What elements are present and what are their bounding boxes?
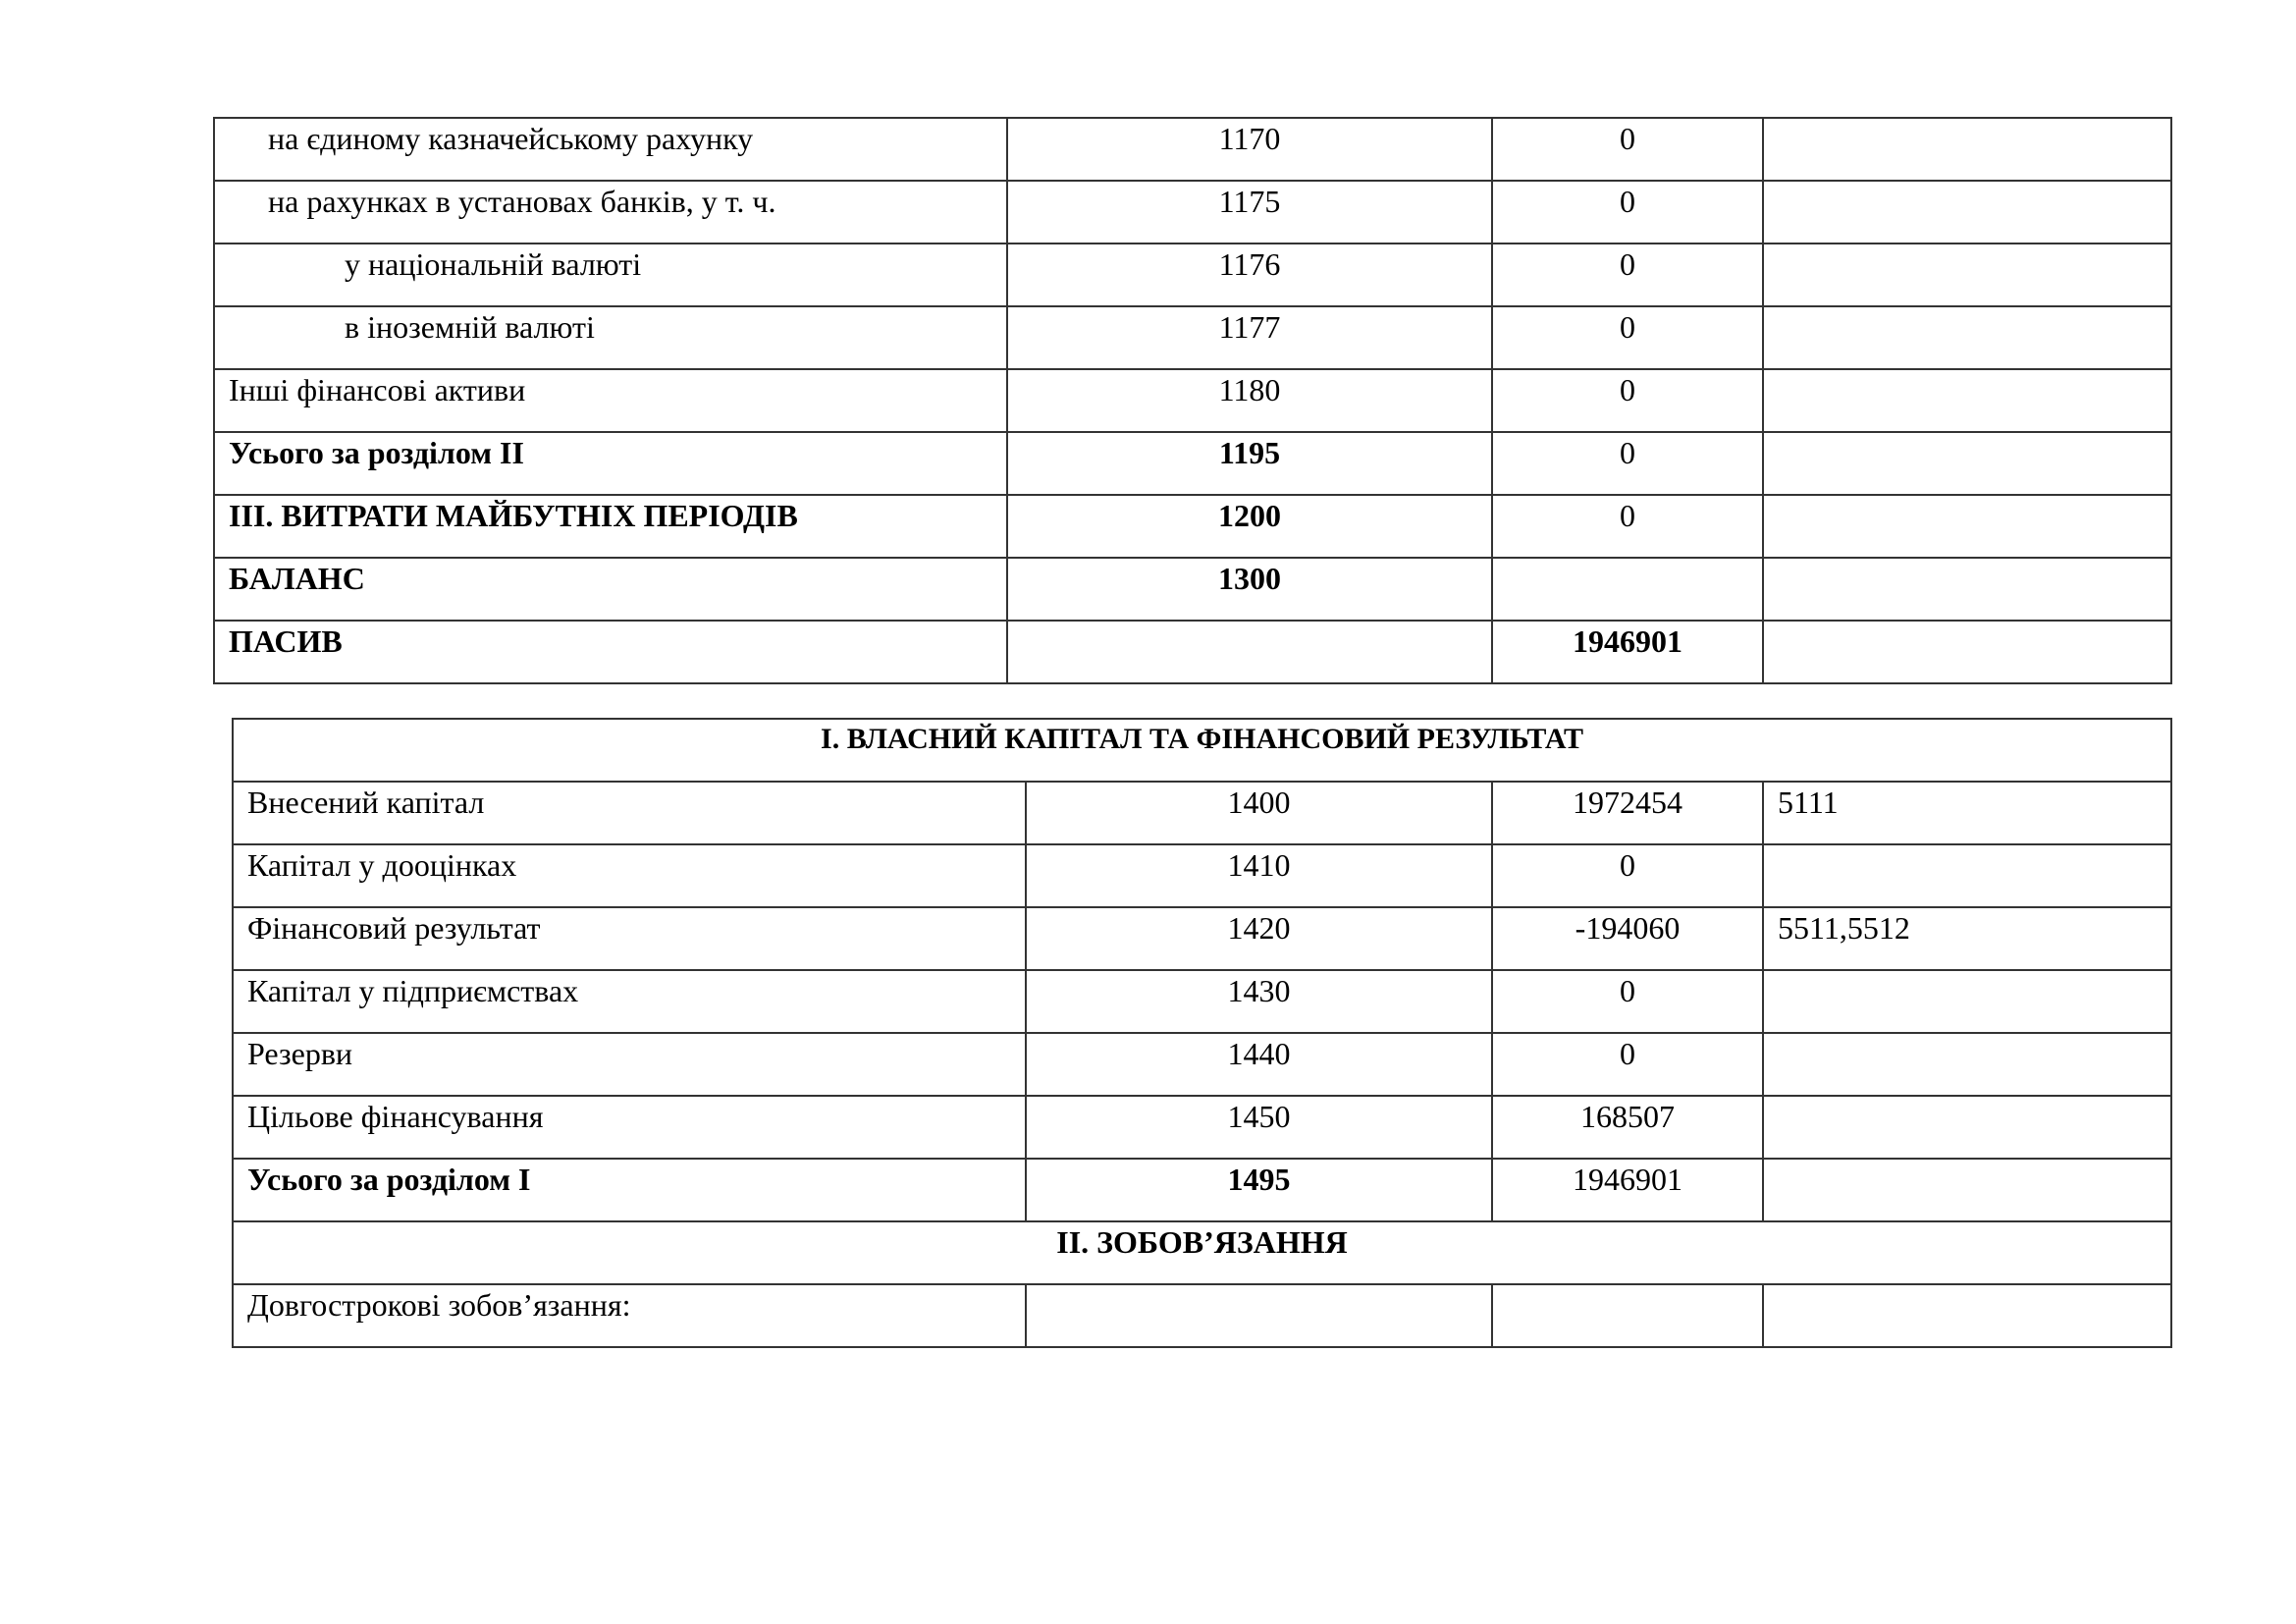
table-row xyxy=(233,970,2171,1033)
row-label: ПАСИВ xyxy=(214,621,1007,683)
row-note xyxy=(1763,1096,2171,1159)
row-value: 0 xyxy=(1492,1033,1763,1096)
table-row xyxy=(233,1284,2171,1347)
row-label: Довгострокові зобов’язання: xyxy=(233,1284,1026,1347)
row-code: 1410 xyxy=(1026,844,1492,907)
row-value: 1972454 xyxy=(1492,782,1763,844)
row-code: 1440 xyxy=(1026,1033,1492,1096)
row-note xyxy=(1763,1033,2171,1096)
row-code: 1177 xyxy=(1007,306,1492,369)
row-note xyxy=(1763,118,2171,181)
row-label: на єдиному казначейському рахунку xyxy=(214,118,1007,181)
table-row xyxy=(233,907,2171,970)
row-note xyxy=(1763,369,2171,432)
row-label: у національній валюті xyxy=(214,244,1007,306)
row-label: на рахунках в установах банків, у т. ч. xyxy=(214,181,1007,244)
row-label: Капітал у дооцінках xyxy=(233,844,1026,907)
table-row xyxy=(233,1096,2171,1159)
balance-table-upper xyxy=(213,117,2172,684)
row-note: 5511,5512 xyxy=(1763,907,2171,970)
row-code: 1430 xyxy=(1026,970,1492,1033)
row-code: 1180 xyxy=(1007,369,1492,432)
table-row xyxy=(214,181,2171,244)
row-code: 1170 xyxy=(1007,118,1492,181)
row-code xyxy=(1026,1284,1492,1347)
table-row xyxy=(233,844,2171,907)
row-value: 0 xyxy=(1492,306,1763,369)
row-value: 0 xyxy=(1492,244,1763,306)
row-note xyxy=(1763,244,2171,306)
row-note: 5111 xyxy=(1763,782,2171,844)
table-row xyxy=(214,306,2171,369)
row-note xyxy=(1763,1159,2171,1221)
row-value: 168507 xyxy=(1492,1096,1763,1159)
row-note xyxy=(1763,432,2171,495)
row-label: Усього за розділом I xyxy=(233,1159,1026,1221)
table-row xyxy=(233,1159,2171,1221)
section-header-row xyxy=(233,1221,2171,1284)
row-note xyxy=(1763,558,2171,621)
row-note xyxy=(1763,621,2171,683)
row-value: 0 xyxy=(1492,844,1763,907)
row-note xyxy=(1763,1284,2171,1347)
row-note xyxy=(1763,844,2171,907)
row-value: 0 xyxy=(1492,970,1763,1033)
row-code: 1300 xyxy=(1007,558,1492,621)
table-row xyxy=(214,495,2171,558)
row-label: Капітал у підприємствах xyxy=(233,970,1026,1033)
row-code: 1450 xyxy=(1026,1096,1492,1159)
row-note xyxy=(1763,495,2171,558)
row-label: Фінансовий результат xyxy=(233,907,1026,970)
row-label: Усього за розділом II xyxy=(214,432,1007,495)
row-label: Внесений капітал xyxy=(233,782,1026,844)
row-code: 1420 xyxy=(1026,907,1492,970)
table-row xyxy=(214,558,2171,621)
table-row xyxy=(233,1033,2171,1096)
row-code: 1200 xyxy=(1007,495,1492,558)
row-value xyxy=(1492,558,1763,621)
row-note xyxy=(1763,181,2171,244)
row-value: 0 xyxy=(1492,369,1763,432)
section-header-row xyxy=(233,719,2171,782)
row-label: в іноземній валюті xyxy=(214,306,1007,369)
row-code: 1175 xyxy=(1007,181,1492,244)
row-label: БАЛАНС xyxy=(214,558,1007,621)
table-row xyxy=(214,118,2171,181)
row-code xyxy=(1007,621,1492,683)
row-label: III. ВИТРАТИ МАЙБУТНІХ ПЕРІОДІВ xyxy=(214,495,1007,558)
section-title-equity: I. ВЛАСНИЙ КАПІТАЛ ТА ФІНАНСОВИЙ РЕЗУЛЬТАТ xyxy=(233,719,2171,782)
row-value: 0 xyxy=(1492,118,1763,181)
row-code: 1195 xyxy=(1007,432,1492,495)
row-label: Резерви xyxy=(233,1033,1026,1096)
row-note xyxy=(1763,306,2171,369)
row-value: 0 xyxy=(1492,495,1763,558)
table-row xyxy=(214,432,2171,495)
table-row xyxy=(214,369,2171,432)
row-value xyxy=(1492,1284,1763,1347)
row-label: Цільове фінансування xyxy=(233,1096,1026,1159)
section-title-liabilities: II. ЗОБОВ’ЯЗАННЯ xyxy=(233,1221,2171,1284)
row-code: 1176 xyxy=(1007,244,1492,306)
row-code: 1495 xyxy=(1026,1159,1492,1221)
table-row xyxy=(214,621,2171,683)
row-value: -194060 xyxy=(1492,907,1763,970)
row-value: 1946901 xyxy=(1492,1159,1763,1221)
row-value: 0 xyxy=(1492,181,1763,244)
table-row xyxy=(214,244,2171,306)
row-note xyxy=(1763,970,2171,1033)
row-label: Інші фінансові активи xyxy=(214,369,1007,432)
table-row xyxy=(233,782,2171,844)
balance-table-lower xyxy=(232,718,2172,1348)
row-code: 1400 xyxy=(1026,782,1492,844)
row-value: 0 xyxy=(1492,432,1763,495)
row-value: 1946901 xyxy=(1492,621,1763,683)
